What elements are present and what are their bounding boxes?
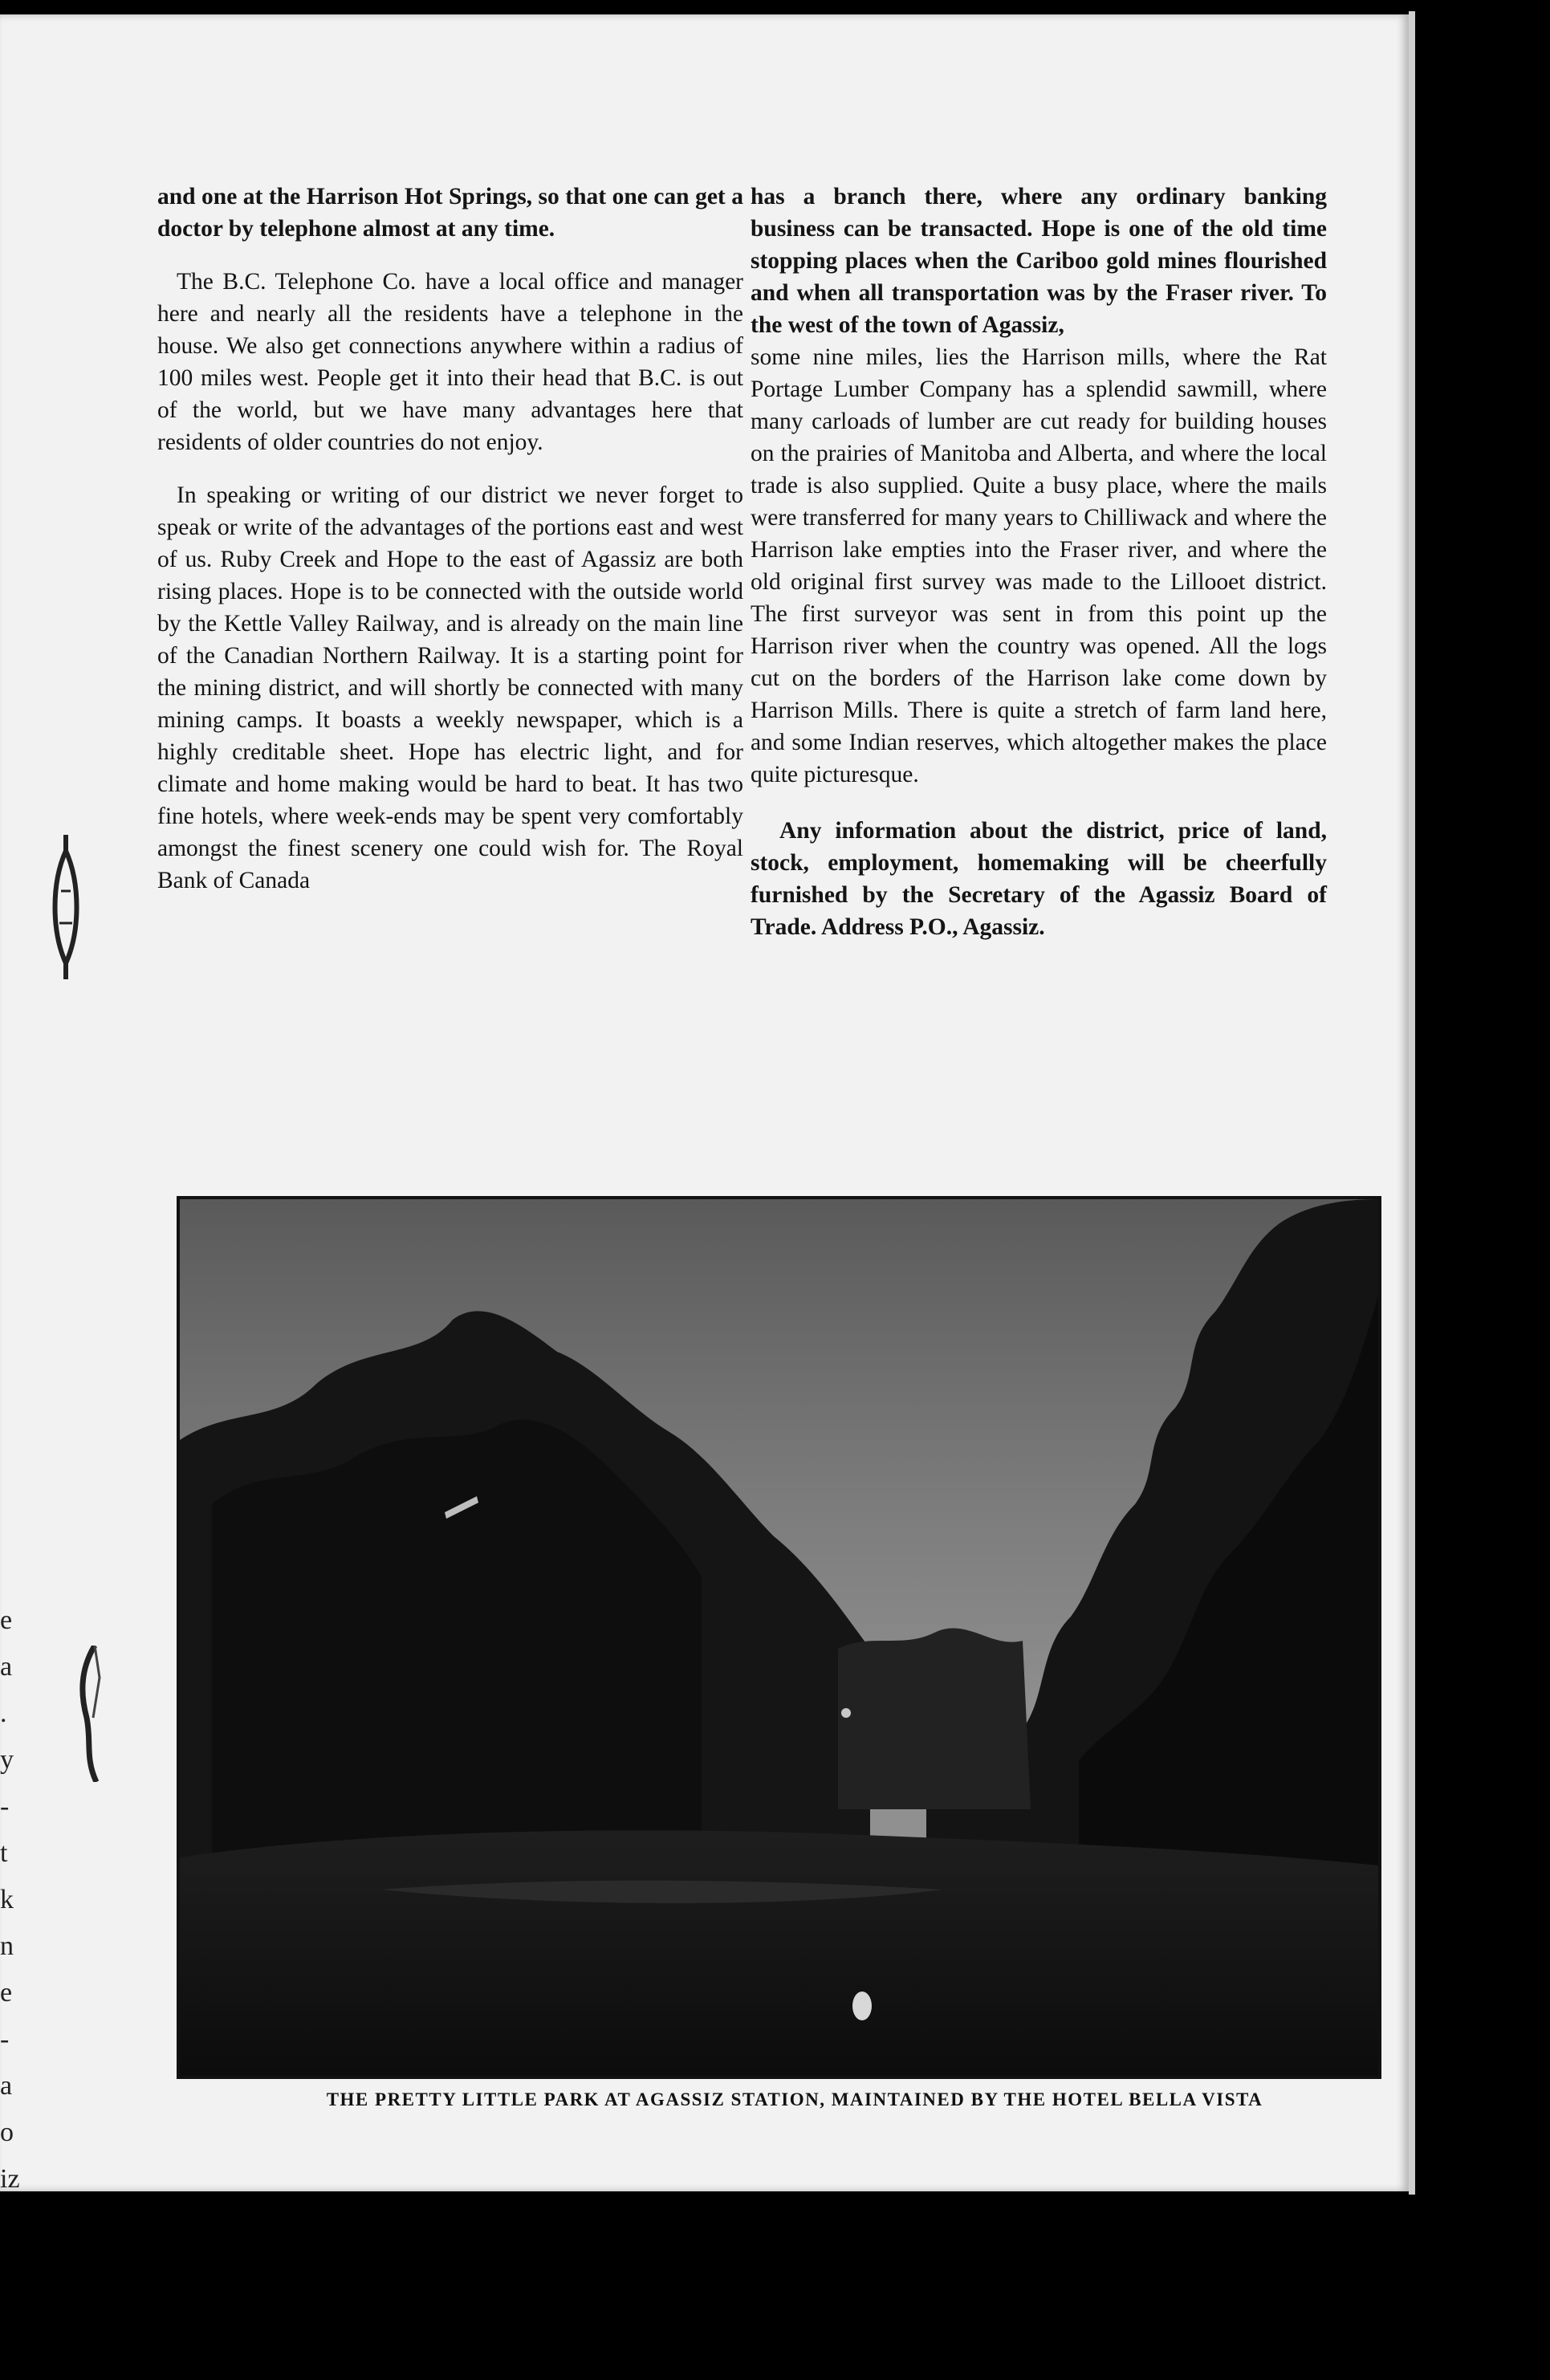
margin-fragment: a (0, 1652, 13, 1682)
text-column-left (157, 181, 743, 917)
binding-mark-icon (50, 835, 82, 979)
trees-image (180, 1199, 1378, 2076)
margin-fragment: . (0, 1699, 7, 1728)
margin-fragment: a (0, 2071, 13, 2101)
paragraph: The B.C. Telephone Co. have a local office and manager here and nearly all the residents have a telephone in the house. We also get connections anywhere within a radius of 100 miles west. People get it into their head that B.C. is out of the world, but we have many advantages here that residents of older countries do not enjoy. (157, 269, 743, 455)
margin-fragment: - (0, 1792, 10, 1821)
page-edge (1409, 11, 1415, 2195)
contact-paragraph: Any information about the district, price of land, stock, employment, homemaking will be cheerfully furnished by the Secretary of the Agassiz Board of Trade. Address P.O., Agassiz. (751, 818, 1327, 940)
margin-fragment: n (0, 1931, 14, 1961)
margin-fragment: e (0, 1605, 13, 1635)
park-photograph (177, 1196, 1381, 2079)
margin-fragment: - (0, 2024, 10, 2054)
paragraph: In speaking or writing of our district we never forget to speak or write of the advantages of the portions east and west of us. Ruby Creek and Hope to the east of Agassiz are both rising places. Hope is to be connected with the outside world by the Kettle Valley Railway, and is already on the main line of the Canadian Northern Railway. It is a starting point for the mining district, and will shortly be connected with many mining camps. It boasts a weekly newspaper, which is a highly creditable sheet. Hope has electric light, and for climate and home making would be hard to beat. It has two fine hotels, where week-ends may be spent very comfortably amongst the finest scenery one could wish for. The Royal Bank of Canada (157, 482, 743, 893)
margin-fragment: iz (0, 2164, 20, 2194)
margin-fragment: o (0, 2118, 14, 2147)
margin-fragment: t (0, 1838, 8, 1868)
photo-caption: THE PRETTY LITTLE PARK AT AGASSIZ STATION, MAINTAINED BY THE HOTEL BELLA VISTA (326, 2089, 1263, 2109)
margin-fragment: e (0, 1978, 13, 2008)
binding-mark-icon (77, 1646, 104, 1782)
paragraph: and one at the Harrison Hot Springs, so that one can get a doctor by telephone almost at any time. (157, 184, 743, 242)
paragraph: some nine miles, lies the Harrison mills, where the Rat Portage Lumber Company has a splendid sawmill, where many carloads of lumber are cut ready for building houses on the prairies of Manitoba and Alberta, and where the local trade is also supplied. Quite a busy place, where the mails were transferred for many years to Chilliwack and where the Harrison lake empties into the Fraser river, and where the old original first survey was made to the Lillooet district. The first surveyor was sent in from this point up the Harrison river when the country was opened. All the logs cut on the borders of the Harrison lake come down by Harrison Mills. There is quite a stretch of farm land here, and some Indian reserves, which altogether makes the place quite picturesque. (751, 344, 1327, 787)
text-column-right (751, 181, 1327, 964)
facing-page-fragments (0, 1597, 24, 2203)
paragraph-lead: has a branch there, where any ordinary banking business can be transacted. Hope is one of the old time stopping places when the Cariboo gold mines flourished and when all transportation was by the Fraser river. To the west of the town of Agassiz, (751, 184, 1327, 338)
margin-fragment: y (0, 1745, 14, 1775)
margin-fragment: k (0, 1885, 14, 1914)
